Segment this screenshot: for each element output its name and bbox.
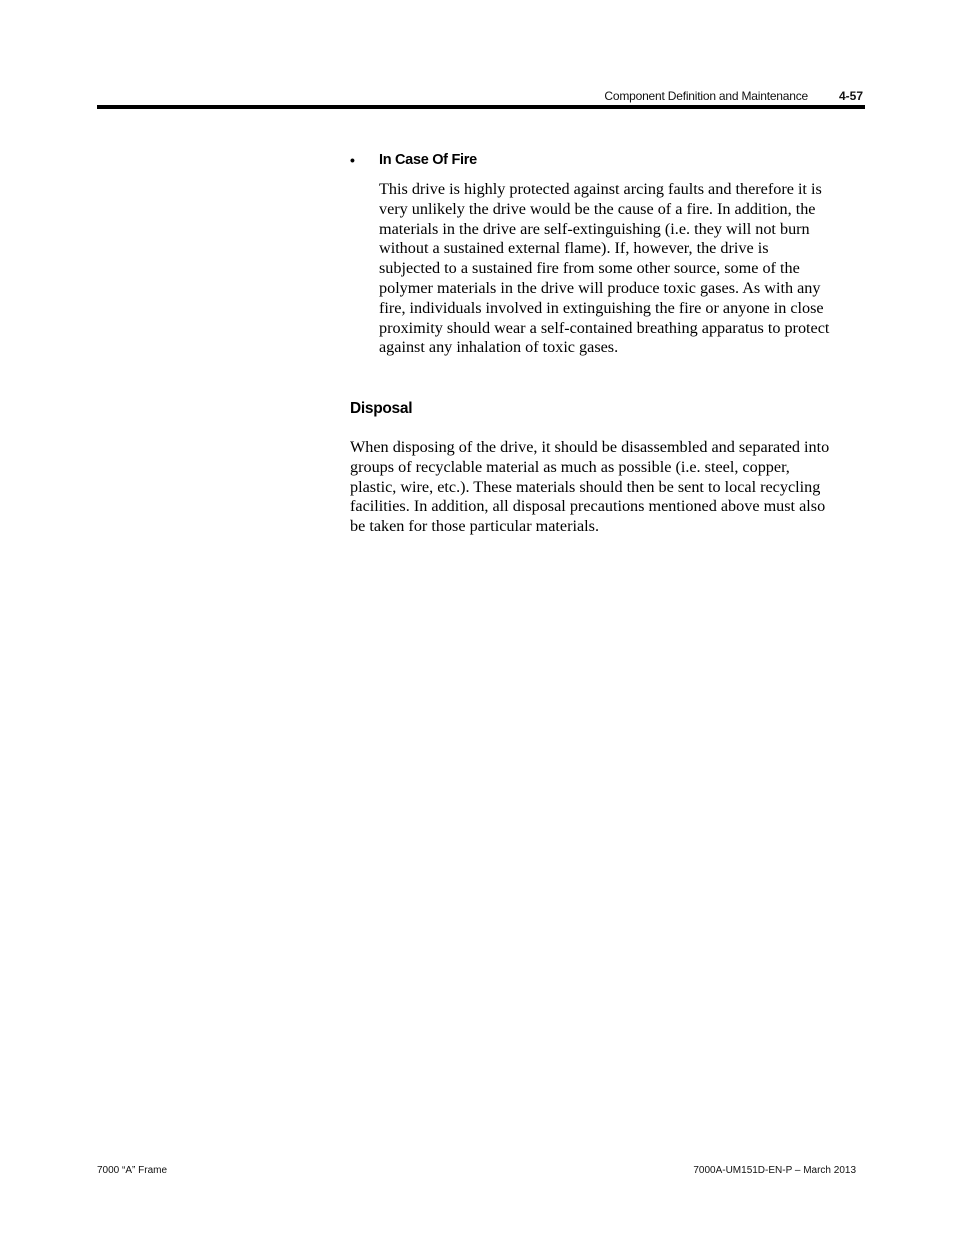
paragraph-line: subjected to a sustained fire from some other source, some of the <box>379 259 800 278</box>
paragraph-line: very unlikely the drive would be the cause of a fire. In addition, the <box>379 199 816 218</box>
paragraph-line: When disposing of the drive, it should be disassembled and separated into <box>350 438 830 456</box>
footer-product-name: 7000 “A” Frame <box>97 1165 168 1176</box>
fire-heading: In Case Of Fire <box>379 152 477 168</box>
paragraph-line: groups of recyclable material as much as possible (i.e. steel, copper, <box>350 457 790 476</box>
paragraph-line: proximity should wear a self-contained breathing apparatus to protect <box>379 318 830 337</box>
header-page-number: 4-57 <box>838 89 863 103</box>
bullet-marker: • <box>350 152 355 168</box>
header-divider <box>97 105 865 109</box>
header-section-title: Component Definition and Maintenance <box>604 89 808 103</box>
fire-paragraph <box>379 180 863 358</box>
paragraph-line: facilities. In addition, all disposal precautions mentioned above must also <box>350 497 826 516</box>
paragraph-line: plastic, wire, etc.). These materials should then be sent to local recycling <box>350 477 821 496</box>
disposal-heading: Disposal <box>350 400 413 417</box>
footer-publication-id: 7000A-UM151D-EN-P – March 2013 <box>693 1165 856 1176</box>
paragraph-line: This drive is highly protected against arcing faults and therefore it is <box>379 180 822 198</box>
paragraph-line: materials in the drive are self-extinguishing (i.e. they will not burn <box>379 219 810 238</box>
paragraph-line: be taken for those particular materials. <box>350 517 600 536</box>
paragraph-line: against any inhalation of toxic gases. <box>379 338 619 357</box>
paragraph-line: without a sustained external flame). If, however, the drive is <box>379 239 769 258</box>
disposal-paragraph <box>350 438 864 537</box>
paragraph-line: fire, individuals involved in extinguishing the fire or anyone in close <box>379 298 824 317</box>
paragraph-line: polymer materials in the drive will produce toxic gases. As with any <box>379 278 821 297</box>
